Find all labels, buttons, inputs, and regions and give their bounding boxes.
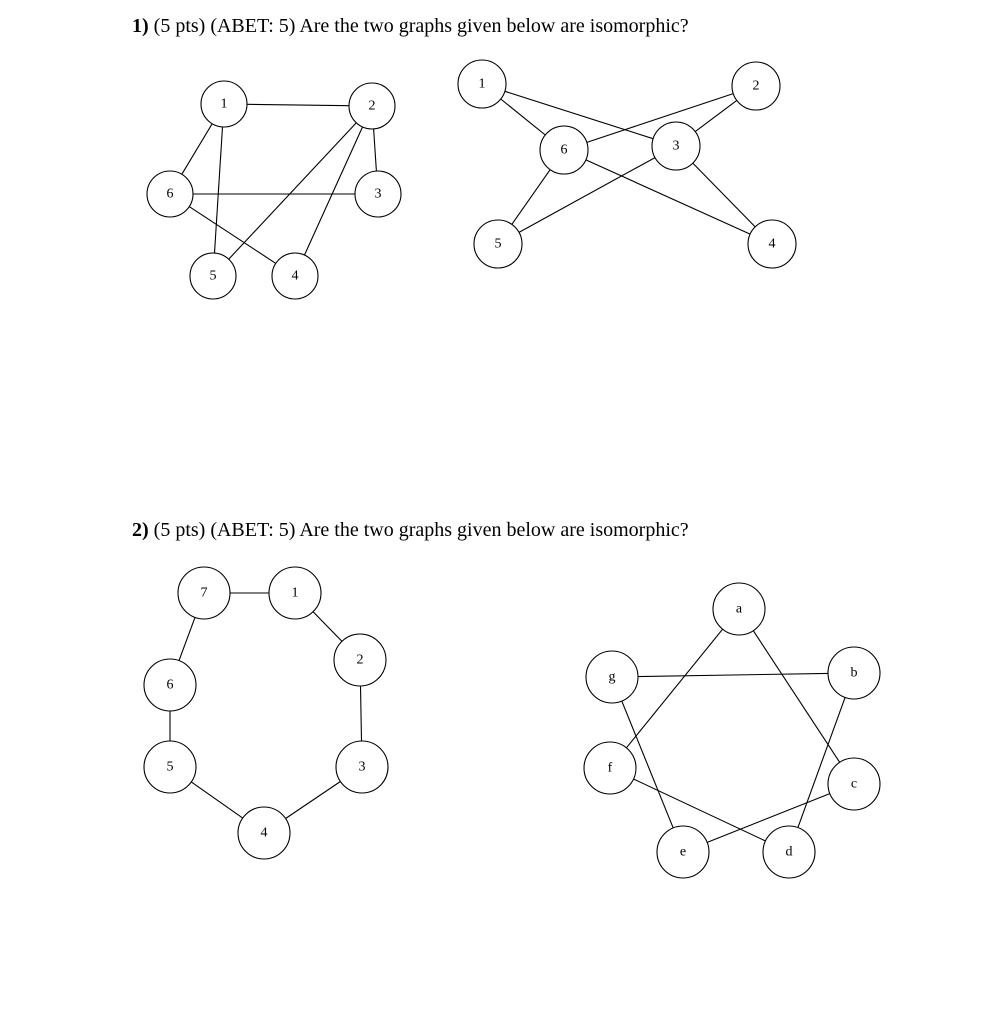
q2-right-graph — [584, 583, 880, 878]
node-label: c — [850, 776, 858, 792]
node-4 — [238, 807, 290, 859]
question-1-number: 1) — [132, 15, 149, 37]
q2-right-nodes — [584, 583, 880, 878]
node-1 — [458, 60, 506, 108]
node-label: 2 — [752, 78, 760, 94]
node-4 — [272, 253, 318, 299]
node-3 — [336, 741, 388, 793]
edge-1-5 — [215, 127, 223, 253]
edge-a-c — [753, 631, 839, 763]
edge-3-4 — [286, 782, 341, 819]
edge-2-3 — [374, 129, 377, 171]
edge-1-2 — [247, 104, 349, 105]
node-label: 2 — [368, 98, 376, 114]
node-label: 3 — [358, 759, 366, 775]
node-4 — [748, 220, 796, 268]
node-2 — [349, 83, 395, 129]
node-d — [763, 826, 815, 878]
node-label: e — [679, 844, 687, 860]
q2-left-nodes — [144, 567, 388, 859]
q2-left-graph — [144, 567, 388, 859]
node-b — [828, 647, 880, 699]
q2-left-edges — [170, 593, 362, 819]
node-f — [584, 742, 636, 794]
node-label: 5 — [166, 759, 174, 775]
edge-g-b — [638, 673, 828, 676]
edge-6-7 — [179, 617, 195, 660]
edge-3-2 — [695, 100, 737, 131]
node-3 — [355, 171, 401, 217]
node-label: g — [608, 669, 616, 685]
node-2 — [334, 634, 386, 686]
edge-2-5 — [229, 123, 357, 259]
node-label: 3 — [672, 138, 680, 154]
edge-1-2 — [313, 612, 342, 642]
node-label: 5 — [209, 268, 217, 284]
q1-right-nodes — [458, 60, 796, 268]
node-2 — [732, 62, 780, 110]
q2-right-edges — [622, 629, 845, 842]
node-5 — [144, 741, 196, 793]
edge-b-d — [798, 697, 845, 827]
node-1 — [201, 81, 247, 127]
node-7 — [178, 567, 230, 619]
node-label: 2 — [356, 652, 364, 668]
node-5 — [190, 253, 236, 299]
edge-e-c — [707, 794, 830, 843]
node-label: 4 — [260, 825, 268, 841]
edge-2-4 — [305, 127, 363, 255]
node-label: 1 — [220, 96, 228, 112]
node-label: d — [785, 844, 793, 860]
node-1 — [269, 567, 321, 619]
node-label: 3 — [374, 186, 382, 202]
question-2-number: 2) — [132, 519, 149, 541]
q1-left-graph — [147, 81, 401, 299]
node-c — [828, 758, 880, 810]
edge-1-6 — [182, 124, 212, 175]
edge-1-6 — [501, 99, 546, 135]
node-label: 4 — [768, 236, 776, 252]
node-label: 5 — [494, 236, 502, 252]
node-label: 1 — [291, 585, 299, 601]
q1-right-graph — [458, 60, 796, 268]
q1-right-edges — [501, 91, 756, 234]
node-label: 7 — [200, 585, 208, 601]
node-6 — [147, 171, 193, 217]
node-label: a — [735, 601, 743, 617]
node-a — [713, 583, 765, 635]
edge-5-3 — [519, 158, 655, 233]
edge-2-3 — [361, 686, 362, 741]
edge-4-5 — [191, 782, 242, 818]
edge-3-4 — [693, 163, 755, 227]
node-6 — [540, 126, 588, 174]
question-2-text: (5 pts) (ABET: 5) Are the two graphs given below are isomorphic? — [153, 519, 689, 541]
node-label: 4 — [291, 268, 299, 284]
edge-a-f — [626, 629, 722, 748]
node-g — [586, 651, 638, 703]
q1-left-nodes — [147, 81, 401, 299]
question-1-text: (5 pts) (ABET: 5) Are the two graphs given below are isomorphic? — [153, 15, 689, 37]
node-label: 1 — [478, 76, 486, 92]
node-5 — [474, 220, 522, 268]
node-label: 6 — [166, 186, 174, 202]
edge-6-5 — [512, 170, 550, 225]
node-e — [657, 826, 709, 878]
node-label: 6 — [560, 142, 568, 158]
q1-left-edges — [182, 104, 377, 263]
node-label: 6 — [166, 677, 174, 693]
node-6 — [144, 659, 196, 711]
node-label: f — [607, 760, 613, 776]
node-3 — [652, 122, 700, 170]
node-label: b — [850, 665, 858, 681]
